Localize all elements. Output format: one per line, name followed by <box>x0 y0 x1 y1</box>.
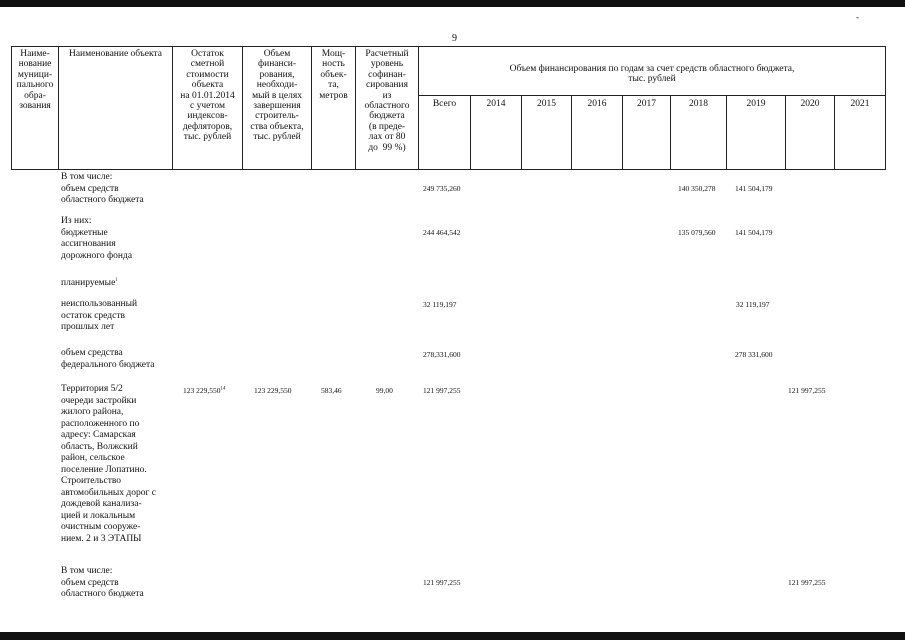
row-remaining-value: 123 229,550 <box>183 386 221 395</box>
bottom-border <box>0 632 905 640</box>
header-funding-group: Объем финансирования по годам за счет средств областного бюджета, тыс. рублей <box>509 64 795 85</box>
header-bottom-line <box>11 169 885 170</box>
footnote-mark: 14 <box>220 386 226 392</box>
header-year-2019: 2019 <box>746 99 766 109</box>
row-2018: 135 079,560 <box>678 228 716 237</box>
row-2020: 121 997,255 <box>788 386 826 395</box>
header-year-2021: 2021 <box>850 99 870 109</box>
row-name: неиспользованный остаток средств прошлых лет <box>61 299 138 332</box>
row-name: В том числе: объем средств областного бюджета <box>61 172 144 205</box>
col-border <box>58 46 59 170</box>
header-year-2016: 2016 <box>587 99 607 109</box>
row-total: 278,331,600 <box>423 350 461 359</box>
page-number: 9 <box>452 33 457 44</box>
table-top-line <box>11 46 885 47</box>
years-header-line <box>418 95 885 96</box>
header-year-2014: 2014 <box>486 99 506 109</box>
col-border <box>885 46 886 170</box>
row-2020: 121 997,255 <box>788 578 826 587</box>
header-year-2015: 2015 <box>537 99 556 109</box>
header-total: Всего <box>432 99 457 109</box>
row-total: 121 997,255 <box>423 386 461 395</box>
row-2019: 141 504,179 <box>735 228 773 237</box>
corner-mark: - <box>856 12 859 22</box>
header-year-2020: 2020 <box>800 99 820 109</box>
row-2019: 141 504,179 <box>735 184 773 193</box>
header-year-2018: 2018 <box>689 99 708 109</box>
row-name: Территория 5/2 очереди застройки жилого района, расположенного по адресу: Самарская область, Волжский район, сельское поселение Лопатино. Строительство автомобильных дорог с дождевой канализа- цией и локальным очистным сооруже- нием. 2 и 3 ЭТАПЫ <box>61 384 156 544</box>
row-name: В том числе: объем средств областного бюджета <box>61 566 144 599</box>
row-remaining <box>183 386 226 395</box>
top-border <box>0 0 905 7</box>
row-name: объем средства федерального бюджета <box>61 348 155 370</box>
row-2019: 278 331,600 <box>735 350 773 359</box>
header-mo: Наиме- нование муници- пального обра- зования <box>16 49 54 112</box>
row-name: Из них: бюджетные ассигнования дорожного фонда <box>61 216 133 261</box>
row-2018: 140 350,278 <box>678 184 716 193</box>
row-volume: 123 229,550 <box>254 386 292 395</box>
header-cofin: Расчетный уровень софинан- сирования из областного бюджета (в преде- лах от 80 до 99 %) <box>364 49 410 153</box>
row-total: 249 735,260 <box>423 184 461 193</box>
footnote-mark: 1 <box>115 278 118 283</box>
row-total: 32 119,197 <box>423 300 457 309</box>
row-cofin: 99,00 <box>376 386 393 395</box>
row-total: 244 464,542 <box>423 228 461 237</box>
header-capacity: Мощ- ность объек- та, метров <box>319 49 348 101</box>
row-name-text: планируемые <box>61 278 116 289</box>
header-year-2017: 2017 <box>637 99 656 109</box>
header-remaining: Остаток сметной стоимости объекта на 01.01.2014 с учетом индексов- дефляторов, тыс. рублей <box>180 49 235 143</box>
header-object: Наименование объекта <box>68 49 162 59</box>
row-capacity: 583,46 <box>321 386 342 395</box>
row-2019: 32 119,197 <box>736 300 770 309</box>
row-total: 121 997,255 <box>423 578 461 587</box>
header-volume: Объем финанси- рования, необходи- мый в целях завершения строитель- ства объекта, тыс. рублей <box>250 49 304 143</box>
row-name <box>61 275 118 290</box>
